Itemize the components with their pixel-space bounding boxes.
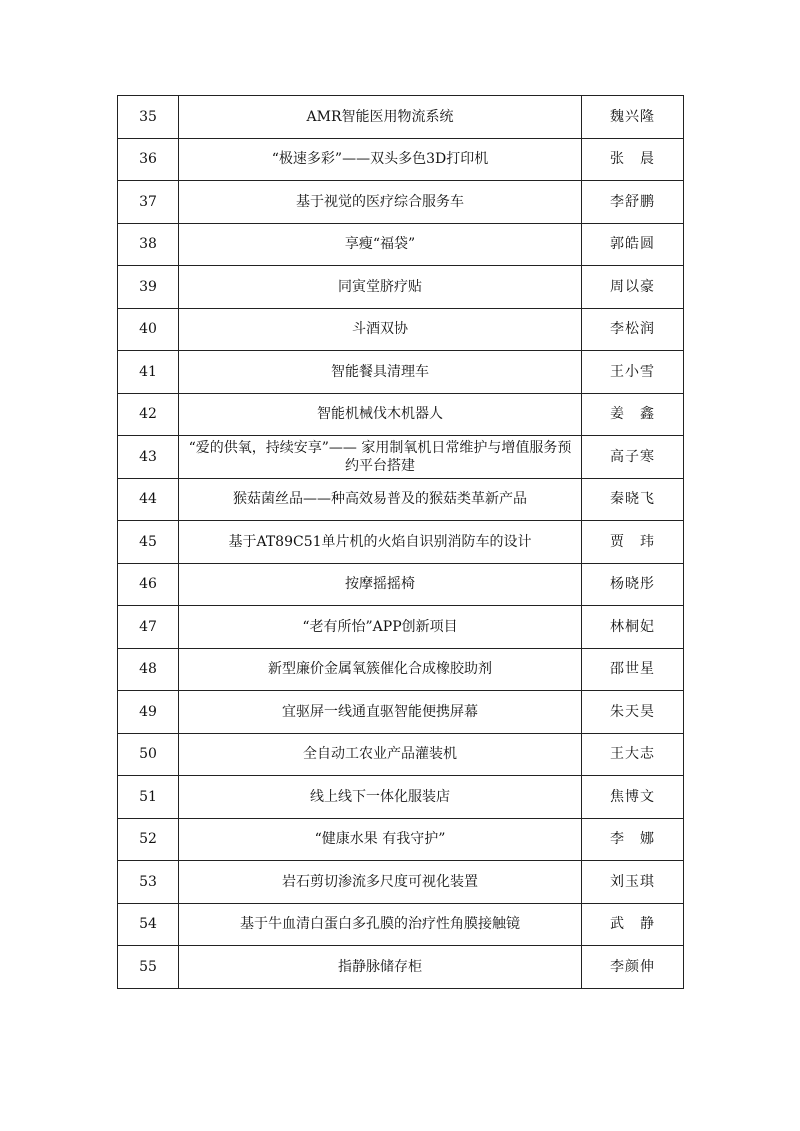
row-number: 44 xyxy=(118,478,179,521)
table-row xyxy=(118,946,684,989)
table-row xyxy=(118,308,684,351)
table-row xyxy=(118,776,684,819)
project-title: 智能餐具清理车 xyxy=(179,351,582,394)
table-row xyxy=(118,563,684,606)
project-title: 智能机械伐木机器人 xyxy=(179,393,582,436)
member-name: 王小雪 xyxy=(582,351,684,394)
project-title: 猴菇菌丝品——种高效易普及的猴菇类革新产品 xyxy=(179,478,582,521)
row-number: 38 xyxy=(118,223,179,266)
project-title: 基于牛血清白蛋白多孔膜的治疗性角膜接触镜 xyxy=(179,903,582,946)
row-number: 55 xyxy=(118,946,179,989)
member-name: 高子寒 xyxy=(582,436,684,479)
project-title: 按摩摇摇椅 xyxy=(179,563,582,606)
project-title: 全自动工农业产品灌装机 xyxy=(179,733,582,776)
row-number: 37 xyxy=(118,181,179,224)
row-number: 46 xyxy=(118,563,179,606)
member-name: 焦博文 xyxy=(582,776,684,819)
row-number: 54 xyxy=(118,903,179,946)
row-number: 43 xyxy=(118,436,179,479)
project-title: “健康水果 有我守护” xyxy=(179,818,582,861)
table-row xyxy=(118,691,684,734)
table-row xyxy=(118,733,684,776)
member-name: 张 晨 xyxy=(582,138,684,181)
member-name: 郭皓圆 xyxy=(582,223,684,266)
member-name: 邵世星 xyxy=(582,648,684,691)
member-name: 李松润 xyxy=(582,308,684,351)
row-number: 39 xyxy=(118,266,179,309)
row-number: 51 xyxy=(118,776,179,819)
row-number: 35 xyxy=(118,96,179,139)
project-title: 同寅堂脐疗贴 xyxy=(179,266,582,309)
row-number: 45 xyxy=(118,521,179,564)
row-number: 53 xyxy=(118,861,179,904)
table-row xyxy=(118,436,684,479)
table-row xyxy=(118,96,684,139)
row-number: 36 xyxy=(118,138,179,181)
project-title: 斗酒双协 xyxy=(179,308,582,351)
table-row xyxy=(118,478,684,521)
project-title: “爱的供氧，持续安享”—— 家用制氧机日常维护与增值服务预约平台搭建 xyxy=(179,436,582,479)
table-row xyxy=(118,138,684,181)
member-name: 杨晓彤 xyxy=(582,563,684,606)
row-number: 47 xyxy=(118,606,179,649)
member-name: 王大志 xyxy=(582,733,684,776)
row-number: 40 xyxy=(118,308,179,351)
member-name: 秦晓飞 xyxy=(582,478,684,521)
project-title: “老有所怡”APP创新项目 xyxy=(179,606,582,649)
member-name: 贾 玮 xyxy=(582,521,684,564)
table-row xyxy=(118,521,684,564)
member-name: 周以豪 xyxy=(582,266,684,309)
table-row xyxy=(118,903,684,946)
table-row xyxy=(118,266,684,309)
project-table-body xyxy=(118,96,684,989)
project-table xyxy=(117,95,684,989)
table-row xyxy=(118,393,684,436)
table-row xyxy=(118,351,684,394)
project-title: 新型廉价金属氧簇催化合成橡胶助剂 xyxy=(179,648,582,691)
row-number: 52 xyxy=(118,818,179,861)
project-title: 享瘦“福袋” xyxy=(179,223,582,266)
project-title: 线上线下一体化服装店 xyxy=(179,776,582,819)
row-number: 48 xyxy=(118,648,179,691)
project-title: 基于AT89C51单片机的火焰自识别消防车的设计 xyxy=(179,521,582,564)
project-title: AMR智能医用物流系统 xyxy=(179,96,582,139)
row-number: 50 xyxy=(118,733,179,776)
row-number: 41 xyxy=(118,351,179,394)
member-name: 魏兴隆 xyxy=(582,96,684,139)
row-number: 49 xyxy=(118,691,179,734)
member-name: 朱天昊 xyxy=(582,691,684,734)
member-name: 李舒鹏 xyxy=(582,181,684,224)
project-title: 指静脉储存柜 xyxy=(179,946,582,989)
table-row xyxy=(118,223,684,266)
table-row xyxy=(118,181,684,224)
project-title: 岩石剪切渗流多尺度可视化装置 xyxy=(179,861,582,904)
member-name: 李 娜 xyxy=(582,818,684,861)
table-row xyxy=(118,818,684,861)
member-name: 林桐妃 xyxy=(582,606,684,649)
member-name: 李颜伸 xyxy=(582,946,684,989)
member-name: 姜 鑫 xyxy=(582,393,684,436)
row-number: 42 xyxy=(118,393,179,436)
project-title: 宜驱屏一线通直驱智能便携屏幕 xyxy=(179,691,582,734)
project-title: “极速多彩”——双头多色3D打印机 xyxy=(179,138,582,181)
table-row xyxy=(118,861,684,904)
table-row xyxy=(118,606,684,649)
member-name: 刘玉琪 xyxy=(582,861,684,904)
table-row xyxy=(118,648,684,691)
project-title: 基于视觉的医疗综合服务车 xyxy=(179,181,582,224)
member-name: 武 静 xyxy=(582,903,684,946)
